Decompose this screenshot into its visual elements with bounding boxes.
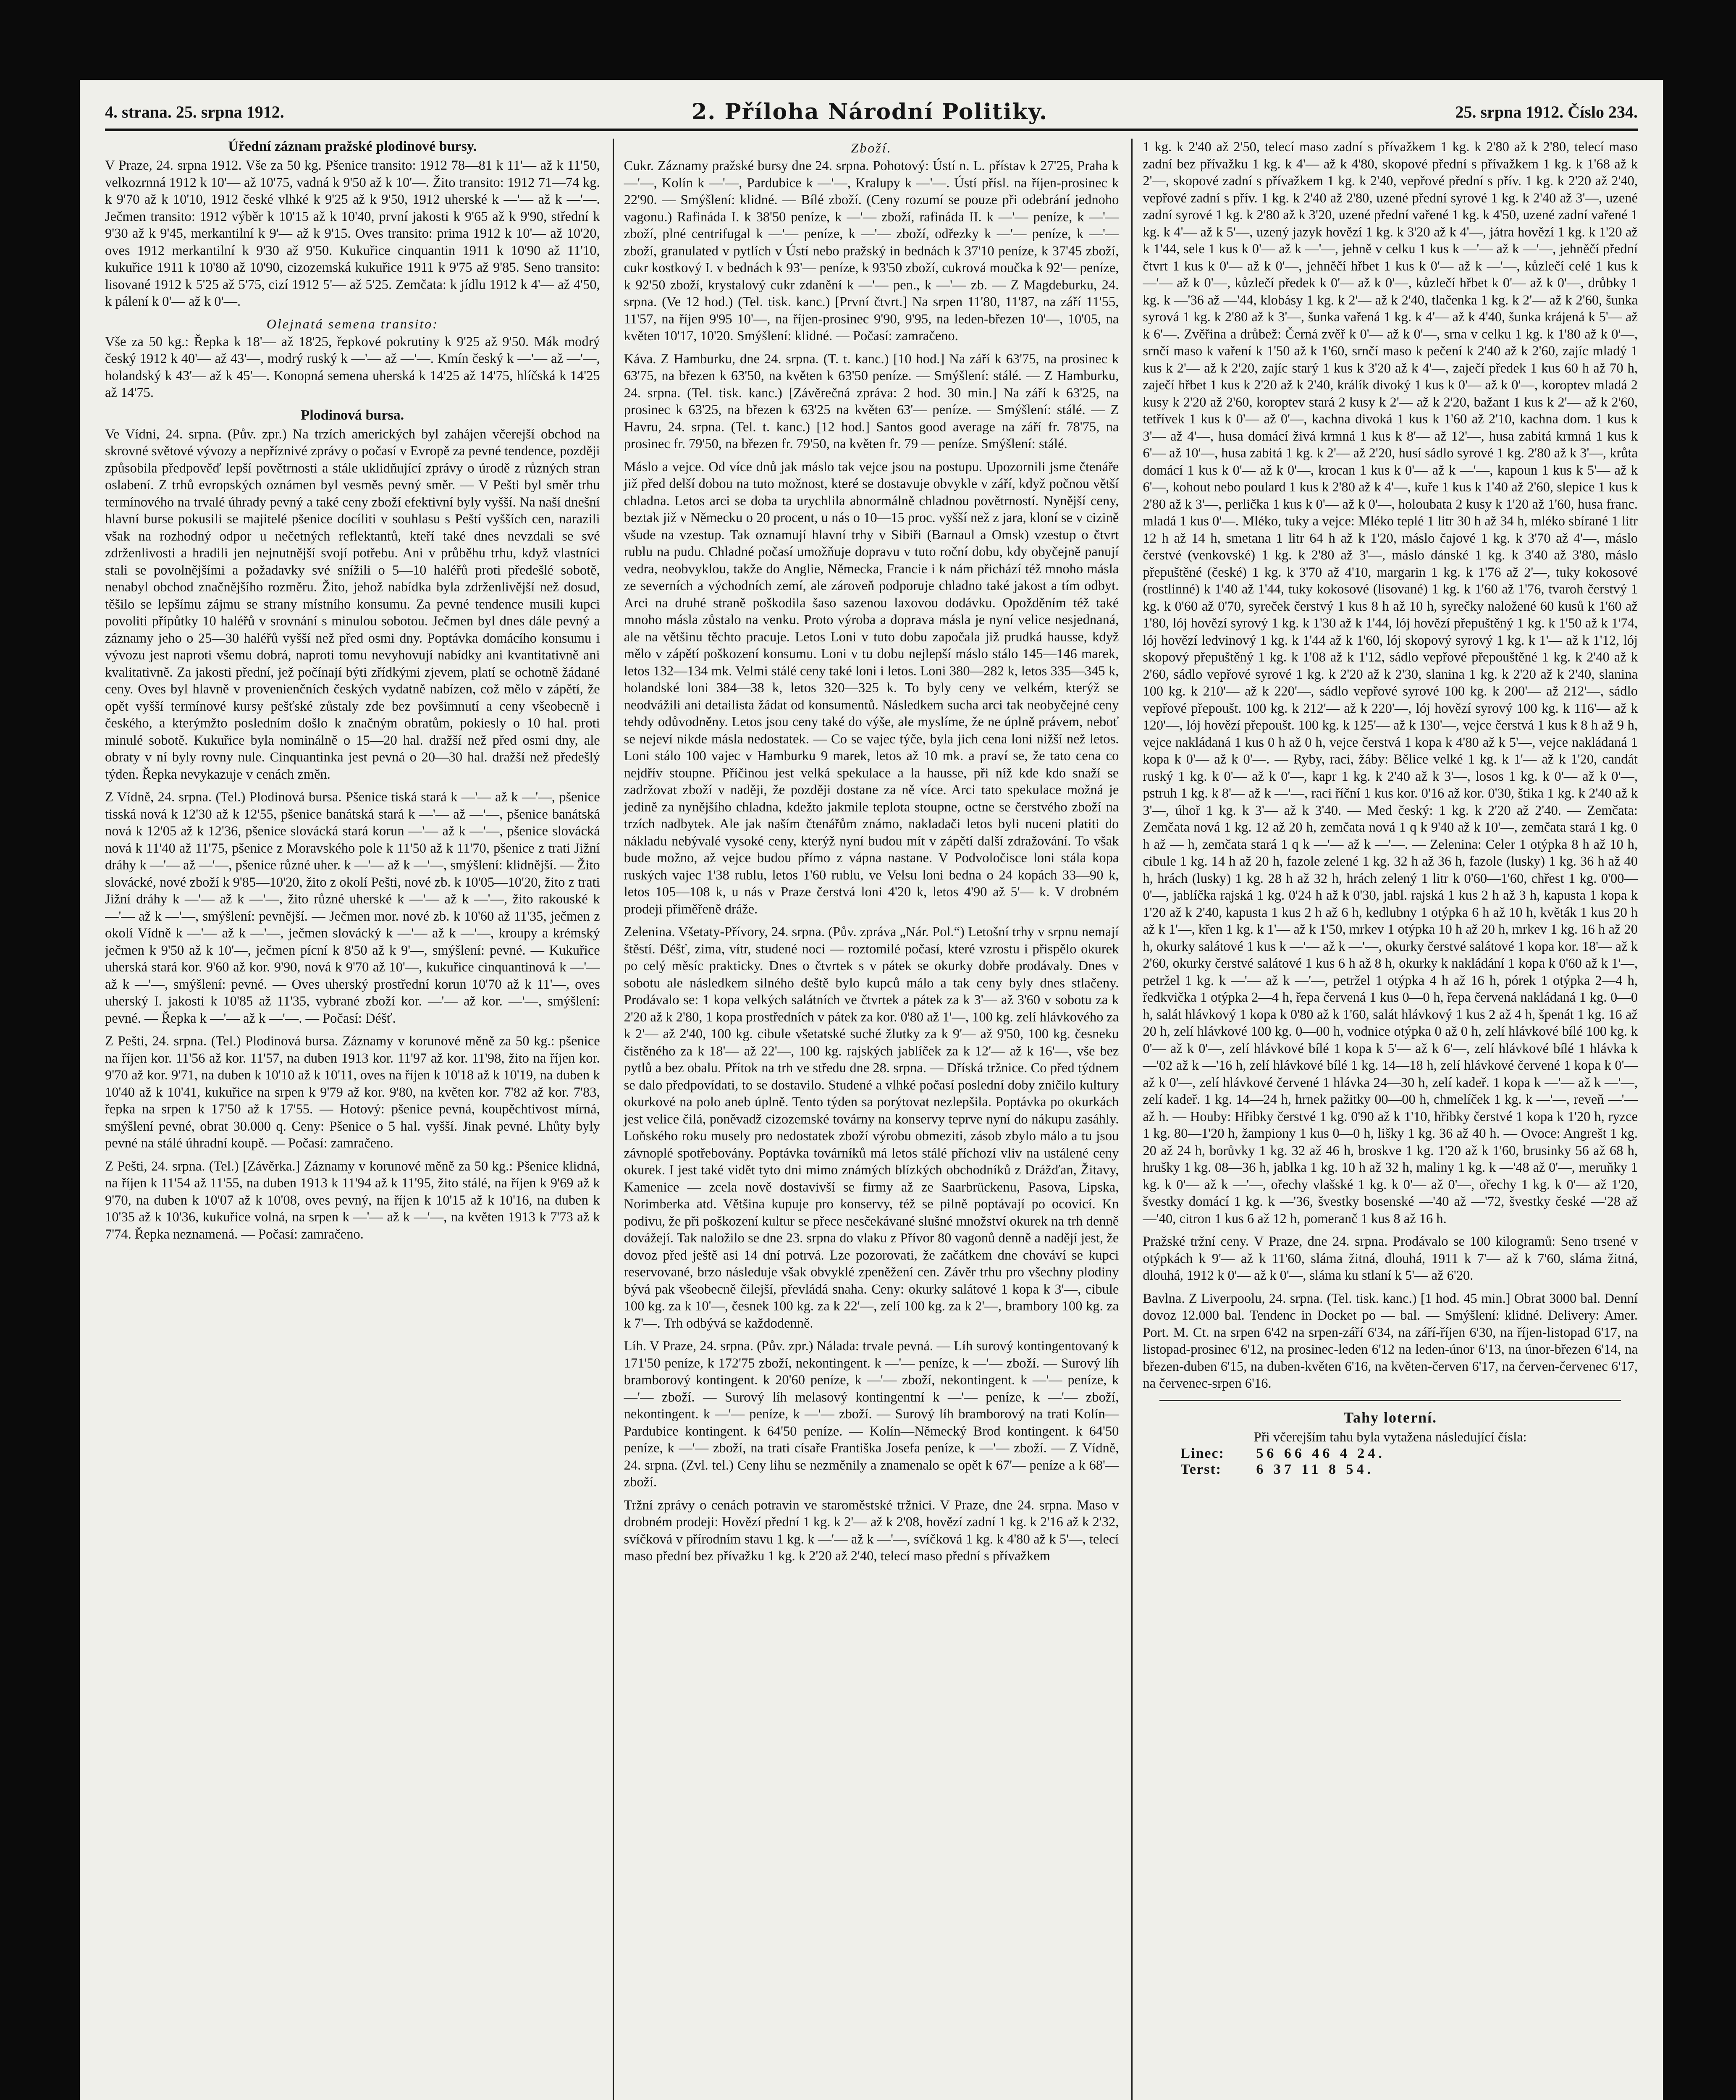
lottery-results	[1143, 1409, 1638, 1478]
article-body: Káva. Z Hamburku, dne 24. srpna. (T. t. kanc.) [10 hod.] Na září k 63'75, na prosinec k 63'75, na březen k 63'50, na květen k 63'50 peníze. — Smýšlení: stálé. — Z Hamburku, 24. srpna. (Tel. tisk. kanc.) [Závěrečná zpráva: 2 hod. 30 min.] Na září k 63'25, na prosinec k 63'25, na březen k 63'25 na květen 63'— peníze. — Smýšlení: stálé. — Z Havru, 24. srpna. (Tel. t. kanc.) [12 hod.] Santos good average na září fr. 78'75, na prosinec fr. 79'50, na březen fr. 79'50, na květen fr. 79 — peníze. Smýšlení: stálé.	[624, 351, 1119, 452]
article-oilseeds	[105, 316, 600, 402]
article-body: Líh. V Praze, 24. srpna. (Pův. zpr.) Nálada: trvale pevná. — Líh surový kontingentovaný k 171'50 peníze, k 172'75 zboží, nekontingent. k —'— peníze, k —'— zboží. — Surový líh bramborový kontingent. k 20'60 peníze, k —'— zboží, nekontingent. k —'— peníze, k —'— zboží. — Surový líh melasový kontingentní k —'— peníze, k —'— zboží, nekontingent. k —'— peníze, k —'— zboží. — Surový líh bramborový na trati Kolín—Pardubice kontingent. k 64'50 peníze. — Kolín—Německý Brod kontingent. k 64'50 peníze, k —'— zboží, na trati císaře Františka Josefa peníze, k —'— zboží. — Z Vídně, 24. srpna. (Zvl. tel.) Ceny lihu se nezměnily a znamenalo se opět k 67'— peníze a k 68'— zboží.	[624, 1339, 1119, 1490]
section-subtitle: Olejnatá semena transito:	[266, 316, 438, 331]
article-body: V Praze, 24. srpna 1912. Vše za 50 kg. Pšenice transito: 1912 78—81 k 11'— až k 11'50, velkozrnná 1912 k 10'— až 10'75, vadná k 9'50 až k 10'—. Žito transito: 1912 71—74 kg. k 9'70 až k 10'10, 1912 české vlhké k 9'25 až k 9'50, 1912 uherské k —'— až k —'—. Ječmen transito: 1912 výběr k 10'15 až k 10'40, první jakosti k 9'65 až k 9'90, střední k 9'30 až k 9'45, merkantilní k 9'— až k 9'15. Oves transito: prima 1912 k 10'— až 10'20, oves 1912 merkantilní k 9'30 až 9'50. Kukuřice cinquantin 1911 k 10'90 až 11'10, kukuřice 1911 k 10'80 až 10'90, cizozemská kukuřice 1911 k 9'75 až 9'85. Seno transito: lisované 1912 k 5'25 až 5'75, cizí 1912 5'— až 5'25. Zemčata: k jídlu 1912 k 4'— až 4'50, k pálení k 0'— až k 0'—.	[105, 158, 600, 309]
column-3	[1131, 139, 1638, 2100]
article-butter-eggs	[624, 459, 1119, 918]
article-body: Máslo a vejce. Od více dnů jak máslo tak vejce jsou na postupu. Upozornili jsme čtenáře již před delší dobou na tuto možnost, které se dostavuje obvykle v září, když počnou větší chladna. Letos arci se doba ta urychlila abnormálně chladnou povětrností. Nynější ceny, beztak již v Německu o 20 procent, u nás o 10—15 proc. vyšší než z jara, kloní se v cizině všude na vzestup. Tak oznamují hlavní trhy v Sibiři (Barnaul a Omsk) vzestup o čtvrt rublu na pudu. Chladné počasí umožňuje dopravu v tuto roční dobu, kdy obyčejně panují vedra, neobvyklou, takže do Anglie, Německa, Francie i k nám přichází též mnoho másla ze severních a východních zemí, ale zároveň podporuje chladno také jakost a tím odbyt. Arci na druhé straně poškodila šaso sazenou laxovou dodávku. Opožděním též také mnoho másla zůstalo na venku. Proto výroba a doprava másla je nyní velice nesjednaná, ale na většinu těchto pracuje. Letos Loni v tuto dobu započala již prudká hausse, když mělo v zápětí poškození konsumu. Loni v tu dobu nejlepší máslo stálo 145—146 marek, letos 132—134 mk. Velmi stálé ceny také loni i letos. Loni 380—282 k, letos 335—345 k, holandské loni 384—38 k, letos 320—325 k. To byly ceny ve velkém, kterýž se neodvážili ani detailista žádat od konsumentů. Následkem sucha arci tak neobyčejné ceny tehdy odůvodněny. Letos jsou ceny také do výše, ale myslíme, že ne úplně právem, neboť se nejeví nikde másla nedostatek. — Co se vajec týče, byla jich cena loni nižší než letos. Loni stálo 100 vajec v Hamburku 9 marek, letos až 10 mk. a praví se, že tato cena co nejdřív stoupne. Příčinou jest velká spekulace a la hausse, při níž kde kdo snaží se zadržovat zboží v naději, že později dostane za ně více. Arci tato spekulace možná je jedině za nynějšího chladna, kdežto jakmile teplota stoupne, octne se čerstvého zboží na trzích nadbytek. Ale jak naším čtenářům známo, nakladači letos byli nuceni platiti do nákladu nebývalé vysoké ceny, kterýž nyní budou mít v zápětí další zdražování. To však bude možno, až vejce budou přímo z vápna nastane. V Podvoločisce loni stála kopa ruských vajec 1'38 rublu, letos 1'60 rublu, ve Velsu loni bedna o 24 kopách 33—90 k, letos 105—108 k, u nás v Praze čerstvá loni 4'20 k, letos 4'90 až 5'— k. V drobném prodeji přiměřeně dráže.	[624, 459, 1119, 917]
article-goods-sugar	[624, 140, 1119, 345]
article-body: Pražské tržní ceny. V Praze, dne 24. srpna. Prodávalo se 100 kilogramů: Seno trsené v otýpkách k 9'— až k 11'60, sláma žitná, dlouhá, 1911 k 7'— až k 7'60, sláma žitná, dlouhá, 1912 k 0'— až k 0'—, sláma ku stlaní k 5'— až 6'20.	[1143, 1234, 1638, 1283]
article-body: Z Vídně, 24. srpna. (Tel.) Plodinová bursa. Pšenice tiská stará k —'— až k —'—, pšenice tisská nová k 12'30 až k 12'55, pšenice banátská stará k —'— až —'—, pšenice banátská nová k 12'05 až k 12'36, pšenice slovácká stará korun —'— až k —'—, pšenice slovácká nová k 11'40 až 11'75, pšenice z Moravského pole k 11'50 až k 11'70, pšenice z trati Jižní dráhy k —'— až —'—, pšenice různé uher. k —'— až k —'—, smýšlení: klidnější. — Žito slovácké, nové zboží k 9'85—10'20, žito z okolí Pešti, nové zb. k 10'05—10'20, žito z trati Jižní dráhy k —'— až k —'—, žito různé uherské k —'— až k —'—, žito rakouské k —'— až k —'—, smýšlení: pevnější. — Ječmen mor. nové zb. k 10'60 až 11'35, ječmen z okolí Vídně k —'— až k —'—, ječmen slovácký k —'— až k —'—, kroupy a krémský ječmen k 9'50 až k 10'—, ječmen pícní k 8'50 až k 9'—, smýšlení: pevné. — Kukuřice uherská stará kor. 9'60 až kor. 9'90, nová k 9'70 až 10'—, kukuřice cinquantinová k —'— až k —'—, smýšlení: pevné. — Oves uherský prostřední korun 10'70 až k 11'—, oves uherský I. jakosti k 10'85 až 11'35, vybrané zboží kor. —'— až kor. —'—, smýšlení: pevné. — Řepka k —'— až k —'—. — Počasí: Déšť.	[105, 790, 600, 1026]
article-coffee	[624, 351, 1119, 453]
article-body: Bavlna. Z Liverpoolu, 24. srpna. (Tel. tisk. kanc.) [1 hod. 45 min.] Obrat 3000 bal. Denní dovoz 12.000 bal. Tendenc in Docket po — bal. — Smýšlení: klidné. Delivery: Amer. Port. M. Ct. na srpen 6'42 na srpen-září 6'34, na září-říjen 6'30, na říjen-listopad 6'17, na listopad-prosinec 6'12, na prosinec-leden 6'12 na leden-únor 6'13, na únor-březen 6'14, na březen-duben 6'15, na duben-květen 6'16, na květen-červen 6'17, na červen-červenec 6'17, na červenec-srpen 6'16.	[1143, 1291, 1638, 1391]
lottery-row	[1143, 1462, 1638, 1478]
article-official-grain-exchange	[105, 139, 600, 310]
lottery-intro: Při včerejším tahu byla vytažena následující čísla:	[1253, 1429, 1527, 1445]
article-prague-market	[1143, 1233, 1638, 1284]
lottery-row	[1143, 1446, 1638, 1462]
lottery-numbers: 56 66 46 4 24.	[1256, 1446, 1385, 1461]
article-body: Tržní zprávy o cenách potravin ve staroměstské tržnici. V Praze, dne 24. srpna. Maso v drobném prodeji: Hovězí přední 1 kg. k 2'— až k 2'08, hovězí zadní 1 kg. k 2'16 až k 2'32, svíčková v přírodním stavu 1 kg. k —'— až k —'—, svíčková 1 kg. k 4'80 až k 5'—, telecí maso přední bez přívažku 1 kg. k 2'20 až 2'40, telecí maso přední s přívažkem	[624, 1497, 1119, 1564]
article-vienna-exchange	[105, 789, 600, 1027]
article-market-prices	[624, 1497, 1119, 1565]
supplement-title: 2. Příloha Národní Politiky.	[692, 99, 1048, 125]
lottery-city: Linec:	[1180, 1446, 1225, 1461]
issue-date-number: 25. srpna 1912. Číslo 234.	[1455, 102, 1638, 121]
section-divider	[1159, 1400, 1621, 1401]
section-subtitle: Zboží.	[851, 140, 892, 155]
page-number-date: 4. strana. 25. srpna 1912.	[105, 102, 284, 121]
article-body: Vše za 50 kg.: Řepka k 18'— až 18'25, řepkové pokrutiny k 9'25 až 9'50. Mák modrý český 1912 k 40'— až 43'—, modrý ruský k —'— až —'—. Kmín český k —'— až —'—, holandský k 43'— až k 45'—. Konopná semena uherská k 14'25 až 14'75, hlíčská k 14'25 až 14'75.	[105, 334, 600, 400]
text-columns	[105, 139, 1638, 2100]
lottery-title: Tahy loterní.	[1343, 1409, 1437, 1426]
article-body: Z Pešti, 24. srpna. (Tel.) [Závěrka.] Záznamy v korunové měně za 50 kg.: Pšenice klidná, na říjen k 11'54 až 11'55, na duben 1913 k 11'94 až k 11'95, žito stálé, na říjen k 9'69 až k 9'70, na duben k 10'07 až k 10'08, oves pevný, na říjen k 10'15 až k 10'16, na duben k 10'35 až k 10'36, kukuřice volná, na srpen k —'— až k —'—, na květen 1913 k 7'73 až k 7'74. Řepka neznamená. — Počasí: zamračeno.	[105, 1158, 600, 1242]
article-body: 1 kg. k 2'40 až 2'50, telecí maso zadní s přívažkem 1 kg. k 2'80 až k 2'80, telecí maso zadní bez přívažku 1 kg. k 4'— až k 4'80, skopové přední s přívažkem 1 kg. k 1'68 až k 2'—, skopové zadní s přívažkem 1 kg. k 2'40, vepřové přední s přív. 1 kg. k 2'20 až 2'40, vepřové zadní s přív. 1 kg. k 2'40 až 2'80, uzené přední syrové 1 kg. k 2'40 až 3'—, uzené zadní syrové 1 kg. k 2'80 až k 3'20, uzené přední vařené 1 kg. k 4'50, uzené zadní vařené 1 kg. k 4'— až k 5'—, uzený jazyk hovězí 1 kg. k 3'20 až k 4'—, játra hovězí 1 kg. k 1'20 až k 1'44, sele 1 kus k 0'— až k —'—, jehně v celku 1 kus k —'— až k —'—, jehněčí přední čtvrt 1 kus k 0'— až k 0'—, jehněčí hřbet 1 kus k 0'— až k —'—, kůzlečí celé 1 kus k —'— až k 0'—, kůzlečí předek k 0'— až k 0'—, kůzlečí hřbet k 0'— až k 0'—, drůbky 1 kg. k —'36 až —'44, klobásy 1 kg. k 2'— až k 2'40, tlačenka 1 kg. k 2'— až k 2'60, šunka syrová 1 kg. k 2'80 až k 3'—, šunka vařená 1 kg. k 4'— až k 4'40, šunka krájená k 5'— až k 6'—. Zvěřina a drůbež: Černá zvěř k 0'— až k 0'—, srna v celku 1 kg. k 1'80 až k 0'—, srnčí maso k vaření k 1'50 až k 1'60, srnčí maso k pečení k 2'40 až k 2'60, zajíc mladý 1 kus k 2'— až k 2'20, zajíc starý 1 kus k 3'20 až k 4'—, zaječí předek 1 kus 60 h až 70 h, zaječí hřbet 1 kus k 2'20 až k 2'40, králík divoký 1 kus k 0'— až k 0'—, koroptev mladá 2 kusy k 2'20 až 2'60, koroptev stará 2 kusy k 2'— až k 2'20, bažant 1 kus k 2'— až k 2'60, tetřívek 1 kus k 0'— až 0'—, kachna divoká 1 kus k 1'60 až 2'10, kachna dom. 1 kus k 3'— až 4'—, husa domácí živá krmná 1 kus k 8'— až 12'—, husa zabitá krmná 1 kus k 6'— až 10'—, husa zabitá 1 kg. k 2'— až 2'20, husí sádlo syrové 1 kg. 2'80 až k 3'—, krůta domácí 1 kus k 0'— až k 0'—, krocan 1 kus k 0'— až k —'—, kapoun 1 kus k 5'— až k 6'—, kohout nebo poulard 1 kus k 2'80 až k 4'—, kuře 1 kus k 1'40 až 2'60, slepice 1 kus k 2'80 až k 3'—, perlička 1 kus k 0'— až k 0'—, holoubata 2 kusy k 1'20 až 1'60, husa franc. mladá 1 kus 0'—. Mléko, tuky a vejce: Mléko teplé 1 litr 30 h až 34 h, mléko sbírané 1 litr 12 h až 14 h, smetana 1 litr 64 h až k 1'20, máslo čajové 1 kg. k 3'70 až 4'—, máslo čerstvé (venkovské) 1 kg. k 2'80 až 3'—, máslo dánské 1 kg. k 3'40 až 3'80, máslo přepuštěné (české) 1 kg. k 3'70 až 4'10, margarin 1 kg. k 1'76 až 2'—, tuky kokosové (rostlinné) k 1'40 až 1'44, tuky kokosové (lisované) 1 kg. k 1'60 až 1'76, tvaroh čerstvý 1 kg. k 0'60 až 0'70, syreček čerstvý 1 kus 8 h až 10 h, syrečky naložené 60 kusů k 1'60 až 1'80, lój hovězí syrový 1 kg. k 1'30 až k 1'44, lój hovězí přepuštěný 1 kg. k 1'50 až k 1'74, lój hovězí ledvinový 1 kg. k 1'44 až k 1'60, lój skopový syrový 1 kg. k 1'— až k 1'12, lój skopový přepuštěný 1 kg. k 1'08 až k 1'12, sádlo vepřové přepouštěné 1 kg. k 2'40 až k 2'60, sádlo vepřové syrové 1 kg. k 2'20 až k 2'30, slanina 1 kg. k 2'20 až k 2'40, slanina 100 kg. k 210'— až k 220'—, sádlo vepřové syrové 100 kg. k 200'— až 212'—, sádlo vepřové přepoušt. 100 kg. k 212'— až k 220'—, lój hovězí syrový 100 kg. k 116'— až k 120'—, lój hovězí přepoušt. 100 kg. k 125'— až k 130'—, vejce čerstvá 1 kus k 8 h až 9 h, vejce nakládaná 1 kus 0 h až 0 h, vejce čerstvá 1 kopa k 4'80 až k 5'—, vejce nakládaná 1 kopa k 0'— až k 0'—. — Ryby, raci, žáby: Bělice velké 1 kg. k 1'— až k 1'20, candát ruský 1 kg. k 0'— až k 0'—, kapr 1 kg. k 2'40 až k 3'—, losos 1 kg. k 0'— až k 0'—, pstruh 1 kg. k 8'— až k —'—, raci říční 1 kus kor. 0'16 až kor. 0'30, štika 1 kg. k 2'40 až k 3'—, úhoř 1 kg. k 3'— až k 3'40. — Med český: 1 kg. k 2'20 až 2'40. — Zemčata: Zemčata nová 1 kg. 12 až 20 h, zemčata nová 1 q k 9'40 až k 10'—, zemčata stará 1 kg. 0 h až — h, zemčata stará 1 q k —'— až k —'—. — Zelenina: Celer 1 otýpka 8 h až 10 h, cibule 1 kg. 14 h až 20 h, fazole zelené 1 kg. 32 h až 36 h, fazole (lusky) 1 kg. 36 h až 40 h, hrách (lusky) 1 kg. 28 h až 32 h, hrách zelený 1 litr k 0'60—1'60, chřest 1 kg. 0'00—0'—, jablíčka rajská 1 kg. 0'24 h až k 0'30, jabl. rajská 1 kus 2 h až 3 h, kapusta 1 kopa k 1'20 až k 2'40, kapusta 1 kus 2 h až 6 h, kedlubny 1 otýpka 6 h až 10 h, květák 1 kus 20 h až k 1'—, křen 1 kg. k 1'— až k 1'50, mrkev 1 otýpka 10 h až 20 h, mrkev 1 kg. 16 h až 20 h, okurky salátové 1 kus k —'— až k —'—, okurky čerstvé salátové 1 kopa kor. 18'— až k 2'60, okurky čerstvé salátové 1 kus 6 h až 8 h, okurky k nakládání 1 kopa k 0'60 až k 1'—, petržel 1 kg. k —'— až k —'—, petržel 1 otýpka 4 h až 16 h, pórek 1 otýpka 2—4 h, ředkvička 1 otýpka 2—4 h, řepa červená 1 kus 0—0 h, řepa červená nakládaná 1 kg. 0—0 h, salát hlávkový 1 kopa k 0'80 až k 1'60, salát hlávkový 1 kus 2 až 4 h, špenát 1 kg. 16 až 20 h, zelí hlávkové 100 kg. 0—00 h, vodnice otýpka 0 až 0 h, zelí hlávkové bílé 100 kg. k 0'— až k 0'—, zelí hlávkové bílé 1 kopa k 5'— až k 6'—, zelí hlávkové bílé 1 hlávka k —'02 až k —'16 h, zelí hlávkové bílé 1 kg. 14—18 h, zelí hlávkové červené 1 kopa k 0'— až k 0'—, zelí hlávkové červené 1 hlávka 24—30 h, zelí kadeř. 1 kopa k —'— až k —'—, zelí kadeř. 1 kg. 14—24 h, hrnek pažitky 00—00 h, chmelíček 1 kg. k —'—, reveň —'— až h. — Houby: Hřibky čerstvé 1 kg. 0'90 až k 1'10, hřibky čerstvé 1 kopa k 1'20 h, ryzce 1 kg. 80—1'20 h, žampiony 1 kus 0—0 h, lišky 1 kg. 36 až 40 h. — Ovoce: Angrešt 1 kg. 20 až 24 h, borůvky 1 kg. 32 až 46 h, broskve 1 kg. 1'20 až k 1'60, brusinky 56 až 68 h, hrušky 1 kg. 08—36 h, jablka 1 kg. 10 h až 32 h, maliny 1 kg. k —'48 až 0'—, meruňky 1 kg. k 0'— až k —'—, ořechy vlašské 1 kg. k 0'— až 0'—, ořechy 1 kg. k 0'— až 1'20, švestky domácí 1 kg. k —'36, švestky bosenské —'40 až —'72, švestky české —'28 až —'40, citron 1 kus 6 až 12 h, pomeranč 1 kus 8 až 16 h.	[1143, 139, 1638, 1226]
lottery-city: Terst:	[1180, 1462, 1222, 1477]
column-2	[613, 139, 1119, 2100]
article-commodity-exchange	[105, 407, 600, 783]
article-vegetables	[624, 924, 1119, 1332]
article-market-prices-continued	[1143, 139, 1638, 1227]
article-body: Z Pešti, 24. srpna. (Tel.) Plodinová bursa. Záznamy v korunové měně za 50 kg.: pšenice na říjen kor. 11'56 až kor. 11'57, na duben 1913 kor. 11'97 až kor. 11'98, žito na říjen kor. 9'70 až kor. 9'71, na duben k 10'10 až k 10'11, oves na říjen k 10'18 až k 10'19, na duben k 10'40 až k 10'41, kukuřice na srpen k 9'79 až kor. 9'80, na květen kor. 7'82 až kor. 7'83, řepka na srpen k 17'50 až k 17'55. — Hotový: pšenice pevná, koupěchtivost mírná, smýšlení pevné, obrat 30.000 q. Ceny: Pšenice o 5 hal. vyšší. Jinak pevné. Lhůty byly pevné na stálé úhradní koupě. — Počasí: zamračeno.	[105, 1034, 600, 1151]
article-title: Úřední záznam pražské plodinové bursy.	[228, 139, 477, 154]
article-pest-closing	[105, 1158, 600, 1243]
article-pest-exchange	[105, 1033, 600, 1152]
lottery-numbers: 6 37 11 8 54.	[1256, 1462, 1374, 1477]
article-body: Ve Vídni, 24. srpna. (Pův. zpr.) Na trzích amerických byl zahájen včerejší obchod na skrovné světové vývozy a nepříznivé zprávy o počasí v Evropě za pevné tendence, později způsobila předpověď lepší povětrnosti a stále uklidňující zprávy o úrodě z různých stran oslabení. Z trhů evropských oznámen byl vesměs pevný směr. — V Pešti byl směr trhu termínového na trvalé úhrady pevný a také ceny zboží efektivní byly vyšší. Na naší dnešní hlavní burse pokusili se majitelé pšenice docíliti v souhlasu s Peští vyšších cen, narazili však na rozhodný odpor u nečetných reflektantů, kteří také dnes nevzdali se své zdrženlivosti a hradili jen nejnutnější svojí potřebu. Ani v průběhu trhu, když vlastníci stali se povolnějšími a požadavky své snížili o 5—10 haléřů proti předešlé sobotě, nenabyl obchod značnějšího rozměru. Žito, jehož nabídka byla zdrženlivější než dosud, těšilo se lepšímu zájmu se strany místního konsumu. Za pevné tendence musili kupci povoliti přípůtky 10 haléřů v srovnání s minulou sobotou. Ječmen byl dnes dále pevný a záznamy jeho o 25—30 haléřů vyšší než před osmi dny. Poptávka domácího konsumu i vývozu jest naproti všemu dobrá, naproti tomu nevyhovují nabídky ani kvantitativně ani kvalitativně. Za jakosti přední, jež počínají býti zřídkými zjevem, platí se ochotně žádané ceny. Oves byl hlavně v provenienčních českých vydatně nabízen, což mělo v zápětí, že opět vyšší termínové kursy pešťské zůstaly zde bez povšimnutí a ceny všeobecně i českého, a kterýmžto posledním došlo k značným obratům, pokiesly o 10 hal. proti minulé sobotě. Kukuřice byla nominálně o 15—20 hal. dražší než před osmi dny, ale obraty v ní byly rovny nule. Cinquantinka jest pevná o 20—30 hal. dražší než předešlý týden. Řepka nevykazuje v cenách změn.	[105, 426, 600, 782]
article-title: Plodinová bursa.	[301, 407, 404, 423]
article-spirits	[624, 1338, 1119, 1491]
page-header	[105, 95, 1638, 131]
column-1	[105, 139, 600, 2100]
article-cotton	[1143, 1290, 1638, 1392]
newspaper-page	[80, 80, 1663, 2100]
article-body: Cukr. Záznamy pražské bursy dne 24. srpna. Pohotový: Ústí n. L. přístav k 27'25, Praha k —'—, Kolín k —'—, Pardubice k —'—, Kralupy k —'—. Ústí přísl. na říjen-prosinec k 22'90. — Smýšlení: klidné. — Bílé zboží. (Ceny rozumí se pouze při odebrání jednoho vagonu.) Rafináda I. k 38'50 peníze, k —'— zboží, rafináda II. k —'— peníze, k —'— zboží, plné centrifugal k —'— peníze, k —'— zboží, odřezky k —'— peníze, k —'— zboží, granulated v pytlích v Ústí nebo pražský in bednách k 37'10 peníze, k 37'45 zboží, cukr kostkový I. v bednách k 93'— peníze, k 93'50 zboží, cukrová moučka k 92'— peníze, k 92'50 zboží, krystalový cukr zdanění k —'— pen., k —'— zb. — Z Magdeburku, 24. srpna. (Ve 12 hod.) (Tel. tisk. kanc.) [První čtvrt.] Na srpen 11'80, 11'87, na září 11'55, 11'57, na říjen 9'95 10'—, na říjen-prosinec 9'90, 9'95, na leden-březen 10'—, 10'05, na květen 10'17, 10'20. Smýšlení: klidné. — Počasí: zamračeno.	[624, 158, 1119, 344]
article-body: Zelenina. Všetaty-Přívory, 24. srpna. (Pův. zpráva „Nár. Pol.“) Letošní trhy v srpnu nemají štěstí. Déšť, zima, vítr, studené noci — roztomilé počasí, které vzrostu i přispělo okurek po celý měsíc prakticky. Dnes o čtvrtek s v pátek se okurky dobře prodávaly. Dnes v sobotu ale následkem silného deště bylo kupců málo a tak ceny byly dnes stlačeny. Prodávalo se: 1 kopa velkých salátních ve čtvrtek a pátek za k 3'— až 3'60 v sobotu za k 2'20 až k 2'80, 1 kopa prostředních v pátek za kor. 0'80 až 1'—, 100 kg. zelí hlávkového za k 2'— až 2'40, 100 kg. cibule všetatské suché žlutky za k 9'— až 9'50, 100 kg. česneku čistěného za k 18'— až 22'—, 100 kg. rajských jablíček za k 12'— až k 16'—, vše bez pytlů a bez obalu. Přítok na trh ve středu dne 28. srpna. — Dříská tržnice. Co před týdnem se dalo předpovídati, to se dostavilo. Studené a vlhké počasí poslední doby zničilo kultury okurkové na polo aneb úplně. Tento týden sa porýtovat nezlepšila. Poptávka po okurkách jest velice čilá, poněvadž cizozemské továrny na konservy teprve nyní do nákupu zasáhly. Loňského roku musely pro nedostatek zboží výrobu obmeziti, zásob zbylo málo a tu jsou závnoplé spotřebovány. Poptávka továrníků má letos stálé příchozí vliv na ustálené ceny okurek. I jest také vidět tyto dni mimo známých blízkých obchodníků z Drážďan, Žitavy, Kamenice — zcela nově dostavivší se firmy až ze Saarbrückenu, Pasova, Lipska, Norimberka atd. Většina kupuje pro konservy, též se pilně poptávají po ocovicí. Kn podivu, že při poškození kultur se přece nesčekávané slušné množství okurek na trh denně dovážejí. Tak naložilo se dne 23. srpna do vlaku z Přívor 80 vagonů denně a nadějí jest, že dovoz před ještě asi 14 dní potrvá. Lze pozorovati, že začátkem dne chováví se kupci reservované, brzo následuje však obvyklé zpeněžení cen. Závěr trhu pro všechny plodiny bývá pak všeobecně čilejší, převládá snaha. Ceny: okurky salátové 1 kopa k 3'—, cibule 100 kg. za k 10'—, česnek 100 kg. za k 22'—, zelí 100 kg. za k 2'—, brambory 100 kg. za k 7'—. Trh odbývá se každodenně.	[624, 924, 1119, 1331]
